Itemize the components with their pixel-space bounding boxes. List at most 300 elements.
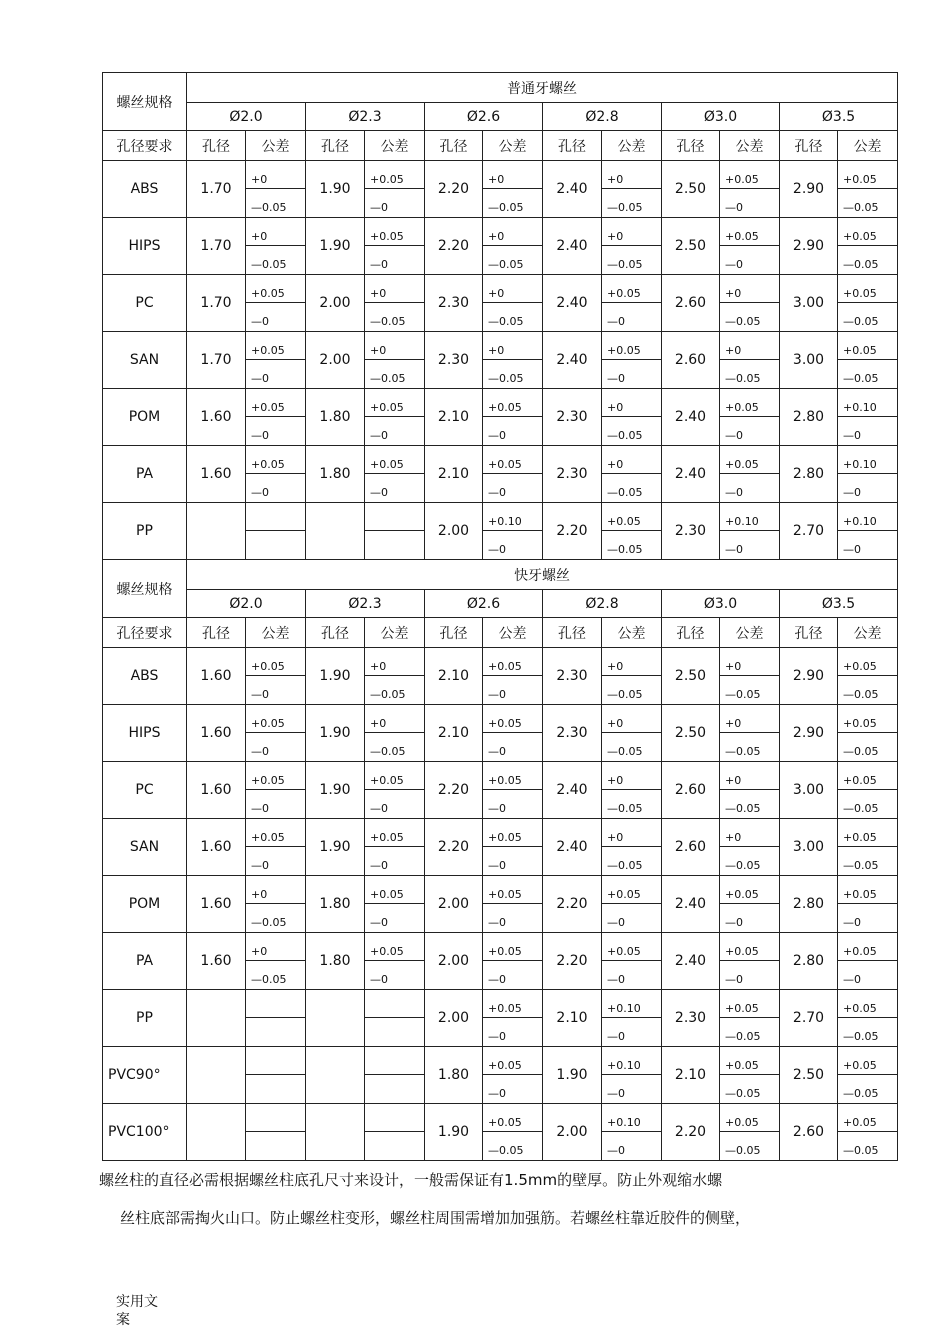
diameter-header: Ø2.6 — [425, 103, 543, 131]
tolerance-lower: —0 — [488, 916, 506, 929]
tolerance-lower: —0.05 — [843, 315, 879, 328]
tolerance-cell — [365, 990, 425, 1047]
hole-diameter-cell: 2.80 — [780, 876, 838, 933]
tolerance-cell — [602, 819, 662, 876]
tolerance-upper: +0.05 — [251, 458, 285, 471]
hole-diameter-cell: 2.60 — [662, 762, 720, 819]
hole-diameter-cell: 2.60 — [662, 275, 720, 332]
hole-header: 孔径 — [662, 131, 720, 161]
tolerance-upper: +0 — [370, 287, 387, 300]
tolerance-cell — [720, 389, 780, 446]
tolerance-cell — [602, 648, 662, 705]
material-cell: PP — [103, 990, 187, 1047]
hole-diameter-cell: 2.00 — [425, 503, 483, 560]
tolerance-lower: —0.05 — [370, 745, 406, 758]
hole-header: 孔径 — [780, 618, 838, 648]
hole-diameter-cell: 2.20 — [543, 876, 602, 933]
hole-diameter-cell: 2.20 — [425, 161, 483, 218]
tolerance-lower: —0 — [251, 745, 269, 758]
hole-header: 孔径 — [425, 618, 483, 648]
tolerance-upper: +0.05 — [370, 774, 404, 787]
hole-diameter-cell: 2.10 — [662, 1047, 720, 1104]
hole-diameter-cell: 2.40 — [662, 876, 720, 933]
section-header-row — [103, 560, 898, 590]
tolerance-lower: —0 — [370, 429, 388, 442]
tolerance-lower: —0.05 — [725, 315, 761, 328]
tolerance-lower: —0 — [251, 802, 269, 815]
tolerance-lower: —0.05 — [607, 688, 643, 701]
tolerance-cell — [365, 705, 425, 762]
material-cell: ABS — [103, 648, 187, 705]
tolerance-divider — [365, 675, 424, 676]
tolerance-lower: —0.05 — [370, 688, 406, 701]
hole-diameter-cell — [306, 990, 365, 1047]
tolerance-upper: +0.05 — [843, 831, 877, 844]
tolerance-upper: +0 — [251, 945, 268, 958]
tolerance-divider — [602, 530, 661, 531]
hole-diameter-cell: 1.80 — [306, 389, 365, 446]
tolerance-divider — [720, 1074, 779, 1075]
tolerance-cell — [838, 819, 898, 876]
hole-header: 孔径 — [425, 131, 483, 161]
tol-header: 公差 — [720, 131, 780, 161]
spec-label: 螺丝规格 — [103, 560, 187, 618]
tolerance-cell — [720, 762, 780, 819]
table-row — [103, 705, 898, 762]
hole-diameter-cell: 2.50 — [662, 705, 720, 762]
tolerance-cell — [838, 389, 898, 446]
hole-diameter-cell: 2.00 — [425, 990, 483, 1047]
material-cell: HIPS — [103, 705, 187, 762]
tolerance-upper: +0 — [251, 888, 268, 901]
tolerance-cell — [483, 389, 543, 446]
tolerance-lower: —0 — [370, 201, 388, 214]
hole-diameter-cell: 2.80 — [780, 446, 838, 503]
tolerance-divider — [720, 1017, 779, 1018]
hole-diameter-cell: 2.00 — [306, 275, 365, 332]
tolerance-lower: —0.05 — [370, 372, 406, 385]
hole-diameter-cell: 1.60 — [187, 819, 246, 876]
hole-diameter-cell: 2.30 — [543, 446, 602, 503]
req-label: 孔径要求 — [103, 131, 187, 161]
diameter-header: Ø2.0 — [187, 103, 306, 131]
tolerance-cell — [483, 933, 543, 990]
tolerance-upper: +0.05 — [251, 401, 285, 414]
tolerance-lower: —0.05 — [843, 372, 879, 385]
table-row — [103, 446, 898, 503]
tolerance-cell — [838, 446, 898, 503]
tolerance-divider — [483, 846, 542, 847]
tolerance-cell — [483, 218, 543, 275]
tolerance-upper: +0 — [725, 831, 742, 844]
table-row — [103, 161, 898, 218]
tolerance-cell — [720, 876, 780, 933]
tolerance-divider — [602, 789, 661, 790]
section-title: 快牙螺丝 — [187, 560, 898, 590]
tolerance-divider — [838, 903, 897, 904]
tolerance-divider — [838, 359, 897, 360]
hole-diameter-cell: 2.90 — [780, 218, 838, 275]
material-cell: PC — [103, 762, 187, 819]
hole-diameter-cell: 1.60 — [187, 389, 246, 446]
material-cell: SAN — [103, 332, 187, 389]
tolerance-upper: +0 — [607, 831, 624, 844]
tolerance-upper: +0 — [725, 344, 742, 357]
hole-diameter-cell: 1.60 — [187, 762, 246, 819]
tolerance-upper: +0.05 — [251, 660, 285, 673]
tolerance-cell — [838, 933, 898, 990]
tolerance-divider — [720, 675, 779, 676]
tolerance-lower: —0 — [843, 973, 861, 986]
tolerance-upper: +0 — [251, 173, 268, 186]
tolerance-lower: —0.05 — [251, 973, 287, 986]
material-cell: POM — [103, 876, 187, 933]
tolerance-divider — [602, 1131, 661, 1132]
hole-header: 孔径 — [662, 618, 720, 648]
tolerance-upper: +0.10 — [843, 515, 877, 528]
tolerance-cell — [602, 389, 662, 446]
tolerance-divider — [602, 188, 661, 189]
material-cell: PC — [103, 275, 187, 332]
tolerance-cell — [483, 762, 543, 819]
hole-diameter-cell: 1.80 — [425, 1047, 483, 1104]
tolerance-divider — [838, 1074, 897, 1075]
tolerance-lower: —0 — [607, 916, 625, 929]
tolerance-divider — [246, 846, 305, 847]
tolerance-upper: +0.05 — [843, 1059, 877, 1072]
tolerance-lower: —0 — [251, 688, 269, 701]
table-row — [103, 648, 898, 705]
tolerance-divider — [838, 789, 897, 790]
tolerance-divider — [365, 188, 424, 189]
diameter-row — [103, 590, 898, 618]
tolerance-divider — [720, 530, 779, 531]
hole-diameter-cell: 1.60 — [187, 648, 246, 705]
tolerance-divider — [602, 903, 661, 904]
hole-diameter-cell: 2.40 — [662, 389, 720, 446]
table-row — [103, 389, 898, 446]
tolerance-lower: —0 — [488, 486, 506, 499]
tolerance-divider — [720, 732, 779, 733]
tolerance-cell — [483, 503, 543, 560]
tolerance-lower: —0.05 — [725, 1030, 761, 1043]
tolerance-cell — [720, 1047, 780, 1104]
tolerance-upper: +0.05 — [488, 831, 522, 844]
tolerance-cell — [838, 1104, 898, 1161]
tolerance-cell — [246, 218, 306, 275]
table-row — [103, 819, 898, 876]
tolerance-upper: +0.05 — [488, 1059, 522, 1072]
tolerance-divider — [483, 960, 542, 961]
tolerance-cell — [602, 1104, 662, 1161]
hole-diameter-cell: 2.40 — [543, 332, 602, 389]
tolerance-divider — [602, 359, 661, 360]
tolerance-cell — [365, 819, 425, 876]
hole-diameter-cell — [187, 990, 246, 1047]
tolerance-upper: +0.05 — [843, 1116, 877, 1129]
tolerance-lower: —0 — [607, 372, 625, 385]
tolerance-lower: —0.05 — [843, 1030, 879, 1043]
tolerance-cell — [483, 876, 543, 933]
tolerance-upper: +0 — [370, 717, 387, 730]
tolerance-divider — [720, 960, 779, 961]
tolerance-divider — [838, 245, 897, 246]
tolerance-upper: +0 — [370, 660, 387, 673]
tolerance-cell — [483, 332, 543, 389]
tolerance-lower: —0.05 — [488, 1144, 524, 1157]
tolerance-upper: +0 — [607, 401, 624, 414]
subheader-row — [103, 131, 898, 161]
tolerance-upper: +0.05 — [251, 717, 285, 730]
hole-diameter-cell — [187, 1104, 246, 1161]
tolerance-upper: +0 — [607, 230, 624, 243]
tolerance-upper: +0.05 — [370, 230, 404, 243]
hole-diameter-cell — [306, 503, 365, 560]
tolerance-upper: +0.05 — [488, 458, 522, 471]
tolerance-cell — [246, 933, 306, 990]
tolerance-upper: +0 — [725, 774, 742, 787]
tolerance-lower: —0 — [488, 1087, 506, 1100]
tolerance-lower: —0.05 — [607, 802, 643, 815]
tolerance-cell — [602, 446, 662, 503]
tolerance-divider — [838, 530, 897, 531]
tolerance-divider — [838, 960, 897, 961]
tolerance-cell — [483, 819, 543, 876]
tolerance-divider — [483, 473, 542, 474]
tolerance-cell — [602, 1047, 662, 1104]
tolerance-divider — [365, 732, 424, 733]
tolerance-lower: —0.05 — [843, 802, 879, 815]
tolerance-lower: —0 — [370, 258, 388, 271]
hole-header: 孔径 — [187, 618, 246, 648]
paragraph-line-1: 螺丝柱的直径必需根据螺丝柱底孔尺寸来设计，一般需保证有1.5mm的壁厚。防止外观缩水螺 — [99, 1171, 723, 1189]
tolerance-cell — [838, 990, 898, 1047]
tolerance-cell — [720, 990, 780, 1047]
tolerance-lower: —0.05 — [843, 1087, 879, 1100]
tolerance-cell — [838, 218, 898, 275]
tolerance-lower: —0 — [607, 1144, 625, 1157]
hole-diameter-cell: 2.50 — [662, 218, 720, 275]
tolerance-cell — [602, 876, 662, 933]
tolerance-lower: —0 — [607, 1087, 625, 1100]
tolerance-divider — [483, 359, 542, 360]
diameter-header: Ø3.5 — [780, 103, 898, 131]
tolerance-lower: —0.05 — [725, 372, 761, 385]
tolerance-divider — [483, 1017, 542, 1018]
hole-diameter-cell: 1.60 — [187, 705, 246, 762]
tolerance-upper: +0 — [725, 660, 742, 673]
tolerance-lower: —0.05 — [607, 543, 643, 556]
tolerance-upper: +0.05 — [843, 1002, 877, 1015]
tolerance-lower: —0 — [488, 1030, 506, 1043]
hole-diameter-cell: 2.30 — [543, 648, 602, 705]
material-cell: PVC90° — [103, 1047, 187, 1104]
tolerance-upper: +0.05 — [725, 401, 759, 414]
tolerance-upper: +0 — [488, 173, 505, 186]
tolerance-cell — [838, 275, 898, 332]
tolerance-divider — [602, 960, 661, 961]
tolerance-divider — [720, 245, 779, 246]
tolerance-cell — [483, 446, 543, 503]
tolerance-cell — [365, 648, 425, 705]
tolerance-cell — [720, 933, 780, 990]
table-row — [103, 762, 898, 819]
tolerance-lower: —0.05 — [725, 802, 761, 815]
material-cell: PA — [103, 446, 187, 503]
tolerance-lower: —0 — [251, 429, 269, 442]
hole-diameter-cell: 2.20 — [543, 933, 602, 990]
hole-diameter-cell: 1.70 — [187, 161, 246, 218]
tolerance-upper: +0.10 — [843, 458, 877, 471]
tolerance-upper: +0.05 — [607, 344, 641, 357]
tolerance-upper: +0.05 — [488, 774, 522, 787]
tolerance-lower: —0 — [370, 859, 388, 872]
tolerance-upper: +0.05 — [607, 945, 641, 958]
tolerance-cell — [246, 389, 306, 446]
paragraph-line-2: 丝柱底部需掏火山口。防止螺丝柱变形，螺丝柱周围需增加加强筋。若螺丝柱靠近胶件的侧壁， — [120, 1209, 751, 1227]
material-cell: POM — [103, 389, 187, 446]
hole-diameter-cell: 1.70 — [187, 275, 246, 332]
tolerance-divider — [365, 1131, 424, 1132]
tolerance-upper: +0 — [607, 774, 624, 787]
tolerance-upper: +0.05 — [607, 287, 641, 300]
diameter-header: Ø3.0 — [662, 103, 780, 131]
tolerance-divider — [365, 416, 424, 417]
tolerance-lower: —0.05 — [488, 258, 524, 271]
tolerance-divider — [246, 530, 305, 531]
tolerance-cell — [720, 648, 780, 705]
hole-header: 孔径 — [306, 618, 365, 648]
tolerance-upper: +0.05 — [843, 945, 877, 958]
tol-header: 公差 — [838, 131, 898, 161]
tolerance-divider — [720, 473, 779, 474]
tolerance-divider — [246, 675, 305, 676]
tolerance-cell — [365, 762, 425, 819]
hole-diameter-cell: 2.00 — [425, 933, 483, 990]
table-row — [103, 1047, 898, 1104]
tolerance-cell — [483, 648, 543, 705]
tolerance-cell — [483, 275, 543, 332]
tolerance-cell — [246, 1047, 306, 1104]
tolerance-upper: +0 — [488, 344, 505, 357]
table-row — [103, 332, 898, 389]
tolerance-upper: +0.10 — [725, 515, 759, 528]
hole-diameter-cell: 1.90 — [543, 1047, 602, 1104]
tolerance-divider — [246, 302, 305, 303]
hole-diameter-cell: 2.40 — [543, 218, 602, 275]
tolerance-divider — [720, 302, 779, 303]
tol-header: 公差 — [602, 618, 662, 648]
tolerance-upper: +0.05 — [843, 230, 877, 243]
hole-header: 孔径 — [306, 131, 365, 161]
tolerance-cell — [365, 218, 425, 275]
tolerance-lower: —0 — [488, 802, 506, 815]
tolerance-divider — [365, 530, 424, 531]
tolerance-divider — [838, 675, 897, 676]
hole-diameter-cell: 2.00 — [306, 332, 365, 389]
tolerance-lower: —0 — [607, 315, 625, 328]
tolerance-lower: —0 — [843, 429, 861, 442]
tolerance-divider — [365, 846, 424, 847]
tolerance-divider — [720, 789, 779, 790]
diameter-row — [103, 103, 898, 131]
hole-diameter-cell: 1.90 — [306, 161, 365, 218]
hole-diameter-cell — [187, 1047, 246, 1104]
tolerance-divider — [838, 1131, 897, 1132]
tolerance-divider — [246, 789, 305, 790]
hole-diameter-cell: 1.70 — [187, 218, 246, 275]
hole-diameter-cell: 1.80 — [306, 876, 365, 933]
tolerance-upper: +0.05 — [251, 344, 285, 357]
tolerance-divider — [246, 359, 305, 360]
tolerance-upper: +0.05 — [725, 888, 759, 901]
tolerance-lower: —0.05 — [607, 745, 643, 758]
tolerance-cell — [246, 275, 306, 332]
tolerance-cell — [365, 876, 425, 933]
tolerance-upper: +0.05 — [725, 1002, 759, 1015]
tolerance-upper: +0.05 — [843, 717, 877, 730]
tolerance-lower: —0 — [488, 973, 506, 986]
tolerance-upper: +0.05 — [251, 287, 285, 300]
table-row — [103, 876, 898, 933]
hole-diameter-cell: 1.90 — [306, 648, 365, 705]
tolerance-divider — [365, 302, 424, 303]
diameter-header: Ø2.0 — [187, 590, 306, 618]
hole-diameter-cell: 2.60 — [662, 332, 720, 389]
tolerance-upper: +0.05 — [370, 173, 404, 186]
tolerance-upper: +0.05 — [725, 230, 759, 243]
tolerance-lower: —0.05 — [251, 258, 287, 271]
hole-diameter-cell: 2.30 — [425, 332, 483, 389]
diameter-header: Ø2.3 — [306, 103, 425, 131]
tolerance-upper: +0.05 — [488, 945, 522, 958]
tolerance-lower: —0.05 — [843, 745, 879, 758]
hole-diameter-cell: 2.70 — [780, 503, 838, 560]
tolerance-lower: —0.05 — [843, 258, 879, 271]
section-title: 普通牙螺丝 — [187, 73, 898, 103]
material-cell: PP — [103, 503, 187, 560]
hole-diameter-cell: 2.10 — [425, 648, 483, 705]
tolerance-divider — [246, 416, 305, 417]
tolerance-upper: +0 — [488, 287, 505, 300]
tolerance-upper: +0 — [370, 344, 387, 357]
tolerance-lower: —0.05 — [607, 429, 643, 442]
hole-header: 孔径 — [543, 618, 602, 648]
tolerance-upper: +0.10 — [607, 1116, 641, 1129]
tolerance-lower: —0.05 — [607, 486, 643, 499]
tolerance-lower: —0 — [251, 859, 269, 872]
tolerance-divider — [483, 675, 542, 676]
table-row — [103, 503, 898, 560]
tolerance-lower: —0 — [488, 745, 506, 758]
tolerance-upper: +0.05 — [488, 660, 522, 673]
tolerance-divider — [246, 245, 305, 246]
tolerance-lower: —0 — [725, 429, 743, 442]
tolerance-lower: —0 — [251, 486, 269, 499]
tolerance-lower: —0.05 — [725, 1087, 761, 1100]
tolerance-divider — [483, 1074, 542, 1075]
tolerance-lower: —0.05 — [488, 372, 524, 385]
tolerance-cell — [838, 762, 898, 819]
tolerance-cell — [365, 275, 425, 332]
tolerance-divider — [602, 416, 661, 417]
hole-diameter-cell: 2.30 — [425, 275, 483, 332]
tolerance-lower: —0 — [488, 429, 506, 442]
tolerance-divider — [246, 1131, 305, 1132]
hole-diameter-cell: 2.60 — [662, 819, 720, 876]
hole-diameter-cell: 1.60 — [187, 446, 246, 503]
diameter-header: Ø2.6 — [425, 590, 543, 618]
